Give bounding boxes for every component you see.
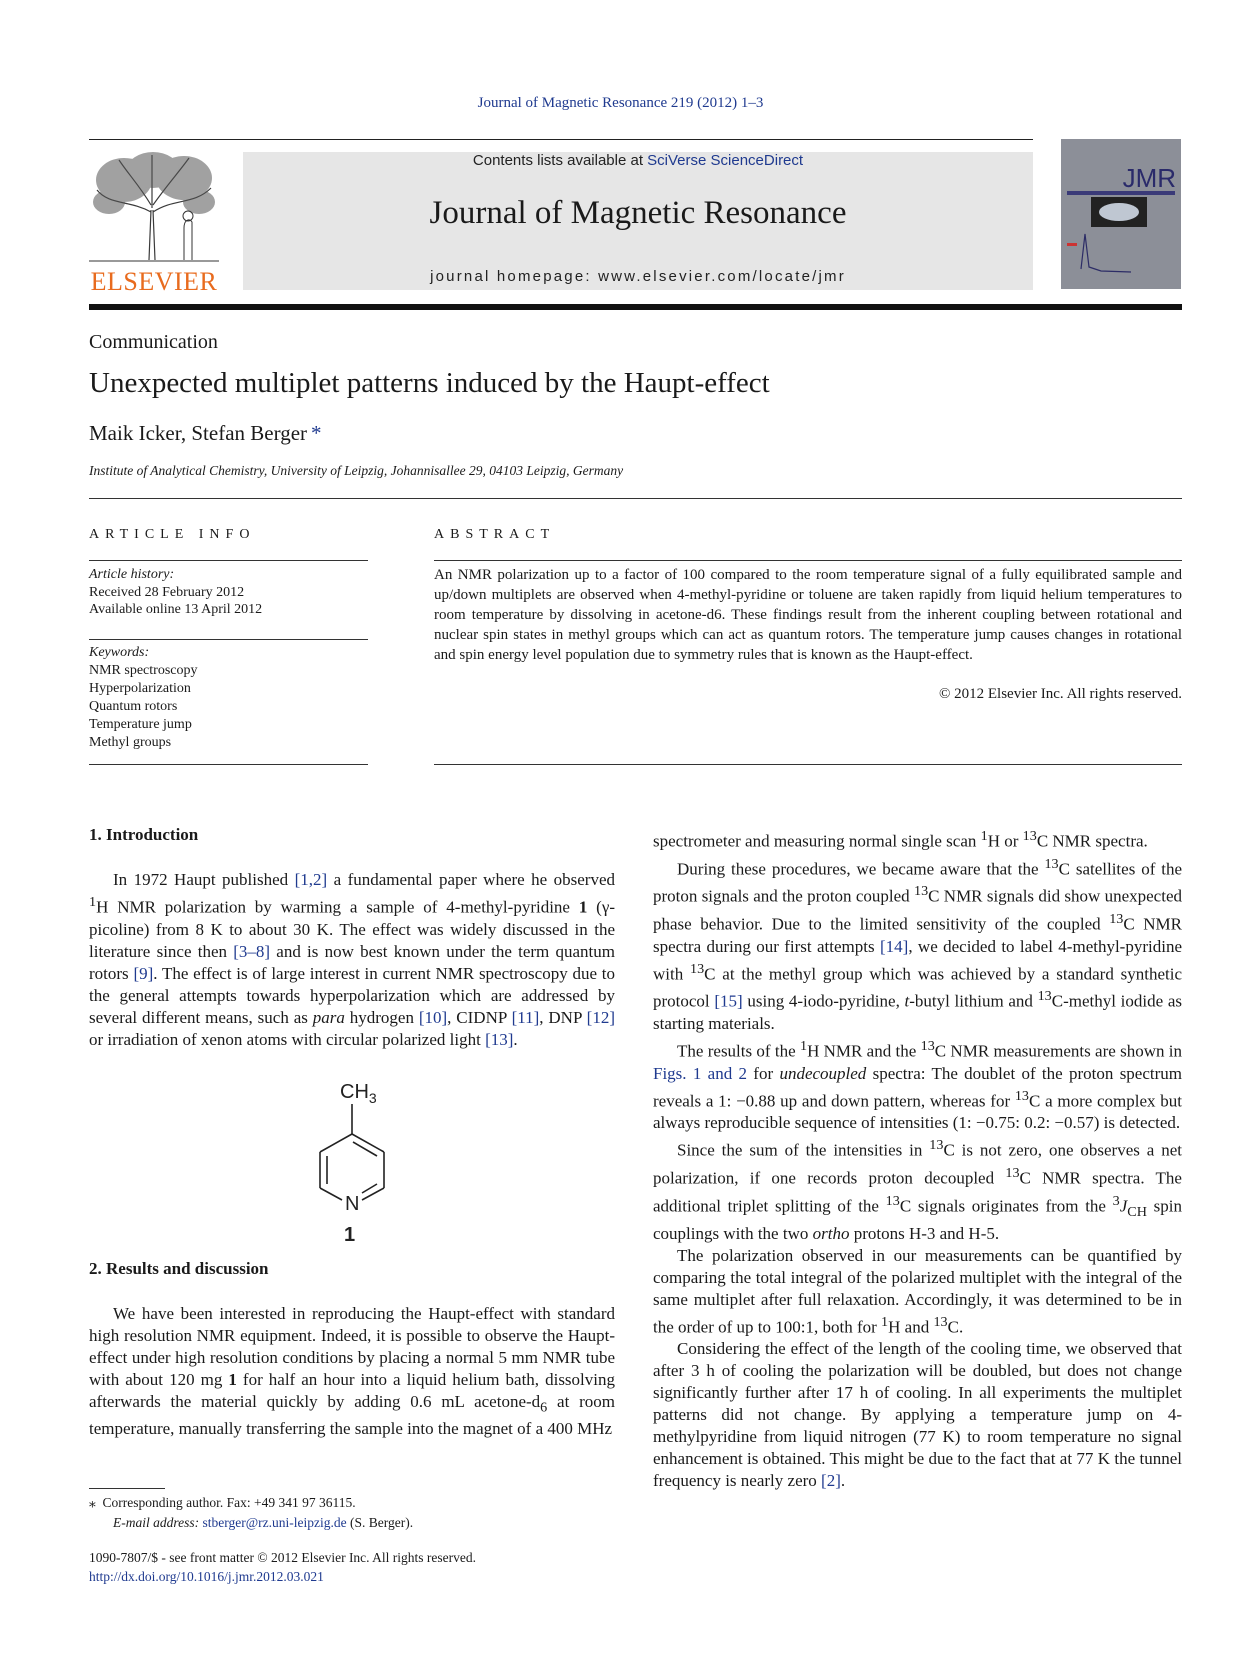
front-matter — [89, 1548, 476, 1586]
masthead-thick-divider — [89, 304, 1182, 310]
article-info-rule — [89, 639, 368, 640]
paragraph: The polarization observed in our measurements can be quantified by comparing the total integral of the polarized multiplet with the integral of the same multiplet after full relaxation. Accordingly, it was determined to be in the order of up to 100:1, both for $^1$H and $^{13}$C. — [653, 1245, 1182, 1337]
ref-link[interactable]: [2] — [821, 1471, 841, 1491]
introduction-body — [89, 869, 615, 1051]
tree-icon — [89, 150, 219, 262]
corresponding-author-mark[interactable]: * — [311, 421, 322, 445]
methyl-text: CH — [340, 1081, 369, 1103]
structure-4-methyl-pyridine — [300, 1076, 410, 1246]
ref-link[interactable]: [11] — [511, 1007, 540, 1027]
abstract-heading: ABSTRACT — [434, 527, 556, 542]
compound-number: 1 — [344, 1224, 356, 1246]
paragraph: The results of the $^1$H NMR and the $^{13}$C NMR measurements are shown in Figs. 1 and 2 for undecoupled spectra: The doublet of the proton spectrum reveals a 1: −0.88 up and down pattern, whereas for $^{13}$C a more complex but always reproducible sequence of intensities (1: −0.75: 0.2: −0.57) is detected. — [653, 1037, 1183, 1133]
paragraph: During these procedures, we became aware that the $^{13}$C satellites of the proton signals and the proton coupled $^{13}$C NMR signals did show unexpected phase behavior. Due to the limited sensitivity of the coupled $^{13}$C NMR spectra during our first attempts [14], we decided to label 4-methyl-pyridine with $^{13}$C at the methyl group which was achieved by a standard synthetic protocol [15] using 4-iodo-pyridine, t-butyl lithium and $^{13}$C-methyl iodide as starting materials. — [653, 855, 1182, 1033]
journal-homepage[interactable]: journal homepage: www.elsevier.com/locate/jmr — [430, 268, 846, 285]
sciencedirect-link[interactable]: SciVerse ScienceDirect — [647, 152, 804, 169]
keyword: Methyl groups — [89, 735, 172, 750]
results-body-right — [653, 825, 1182, 1492]
publisher-wordmark: ELSEVIER — [90, 267, 218, 296]
paragraph: Since the sum of the intensities in $^{13}$C is not zero, one observes a net polarization, if one records proton decoupled $^{13}$C NMR spectra. The additional triplet splitting of the $^{13}$C signals originates from the $^3J_{CH}$ spin couplings with the two ortho protons H-3 and H-5. — [653, 1137, 1182, 1243]
ref-link[interactable]: [3–8] — [233, 941, 271, 961]
keyword: Quantum rotors — [89, 699, 178, 714]
email-link[interactable]: stberger@rz.uni-leipzig.de — [202, 1515, 347, 1530]
ref-link[interactable]: [12] — [586, 1007, 615, 1027]
molecule-diagram — [300, 1076, 410, 1246]
contents-line — [243, 152, 1033, 169]
article-info-heading: ARTICLE INFO — [89, 527, 256, 542]
title-divider — [89, 498, 1182, 499]
author-list — [89, 421, 322, 446]
methyl-subscript: 3 — [368, 1090, 377, 1106]
header-divider — [89, 139, 1033, 140]
results-body-left — [89, 1303, 615, 1440]
email-suffix: (S. Berger). — [350, 1515, 414, 1530]
paragraph: In 1972 Haupt published [1,2] a fundamental paper where he observed $^1$H NMR polarization by warming a sample of 4-methyl-pyridine 1 (γ-picoline) from 8 K to about 30 K. The effect was widely discussed in the literature since then [3–8] and is now best known under the term quantum rotors [9]. The effect is of large interest in current NMR spectroscopy due to the general attempts towards hyperpolarization which are addressed by several different means, such as para hydrogen [10], CIDNP [11], DNP [12] or irradiation of xenon atoms with circular polarized light [13]. — [89, 870, 615, 1049]
doi-link[interactable]: http://dx.doi.org/10.1016/j.jmr.2012.03.021 — [89, 1569, 324, 1584]
figure-link[interactable]: Figs. 1 and 2 — [653, 1063, 747, 1083]
received-date: Received 28 February 2012 — [89, 585, 245, 600]
introduction-heading: 1. Introduction — [89, 825, 199, 844]
nitrogen-label: N — [345, 1193, 360, 1215]
ref-link[interactable]: [14] — [879, 936, 909, 956]
ref-link[interactable]: [10] — [418, 1007, 448, 1027]
footnote-rule — [89, 1488, 165, 1489]
article-info-rule — [89, 560, 368, 561]
ref-link[interactable]: [13] — [485, 1029, 514, 1049]
paragraph: We have been interested in reproducing the Haupt-effect with standard high resolution NMR equipment. Indeed, it is possible to observe the Haupt-effect under high resolution conditions by placing a normal 5 mm NMR tube with about 120 mg 1 for half an hour into a liquid helium bath, dissolving afterwards the material quickly by adding 0.6 mL acetone-$d_6$ at room temperature, manually transferring the sample into the magnet of a 400 MHz — [89, 1304, 616, 1439]
ref-link[interactable]: [15] — [714, 991, 743, 1011]
email-label: E-mail address: — [113, 1515, 200, 1530]
online-date: Available online 13 April 2012 — [89, 602, 263, 617]
ref-link[interactable]: [1,2] — [294, 870, 328, 889]
author-affiliation: Institute of Analytical Chemistry, University of Leipzig, Johannisallee 29, 04103 Leipzig, Germany — [89, 463, 624, 478]
issn-line: 1090-7807/$ - see front matter © 2012 Elsevier Inc. All rights reserved. — [89, 1550, 477, 1565]
keyword: NMR spectroscopy — [89, 663, 198, 678]
journal-title: Journal of Magnetic Resonance — [429, 195, 847, 231]
article-section-type: Communication — [89, 331, 218, 353]
journal-cover-thumbnail[interactable] — [1061, 139, 1181, 289]
author-names: Maik Icker, Stefan Berger — [89, 421, 308, 445]
footnote — [89, 1493, 413, 1533]
keyword: Temperature jump — [89, 717, 192, 732]
ref-link[interactable]: [9] — [133, 963, 154, 983]
journal-citation[interactable]: Journal of Magnetic Resonance 219 (2012) 1–3 — [477, 95, 764, 111]
keyword: Hyperpolarization — [89, 681, 191, 696]
history-label: Article history: — [89, 567, 175, 582]
corresponding-author-note — [89, 1493, 413, 1513]
contents-prefix: Contents lists available at — [472, 152, 648, 169]
abstract-copyright: © 2012 Elsevier Inc. All rights reserved. — [938, 686, 1182, 702]
abstract-text: An NMR polarization up to a factor of 100 compared to the room temperature signal of a fully equilibrated sample and up/down multiplets are observed when 4-methyl-pyridine or toluene are taken rapidly from liquid helium temperatures to room temperature by dissolving in acetone-d6. These findings result from the inherent coupling between rotational and nuclear spin states in methyl groups which can act as quantum rotors. The temperature jump causes changes in rotational and spin energy level population due to symmetry rules that is known as the Haupt-effect. — [434, 567, 1182, 663]
paragraph: Considering the effect of the length of the cooling time, we observed that after 3 h of cooling the polarization will be doubled, but does not change significantly further after 17 h of cooling. In all experiments the multiplet patterns did not change. By applying a temperature jump on 4-methylpyridine from liquid nitrogen (77 K) to room temperature no signal enhancement is obtained. This might be due to the fact that at 77 K the tunnel frequency is nearly zero [2]. — [653, 1339, 1182, 1491]
cover-journal-abbrev: JMR — [1122, 163, 1176, 193]
results-heading: 2. Results and discussion — [89, 1259, 269, 1278]
email-note — [89, 1513, 413, 1533]
footnote-mark: ⁎ — [89, 1495, 96, 1510]
paragraph: spectrometer and measuring normal single scan $^1$H or $^{13}$C NMR spectra. — [653, 828, 1148, 851]
corresponding-text: Corresponding author. Fax: +49 341 97 36115. — [102, 1495, 356, 1510]
cover-art-icon — [1061, 139, 1181, 289]
keyword-list — [89, 662, 198, 752]
abstract-rule — [434, 560, 1182, 561]
article-title: Unexpected multiplet patterns induced by the Haupt-effect — [89, 367, 770, 399]
keywords-label: Keywords: — [89, 645, 150, 660]
abstract-rule — [434, 764, 1182, 765]
article-info-rule — [89, 764, 368, 765]
methyl-label — [340, 1081, 377, 1106]
